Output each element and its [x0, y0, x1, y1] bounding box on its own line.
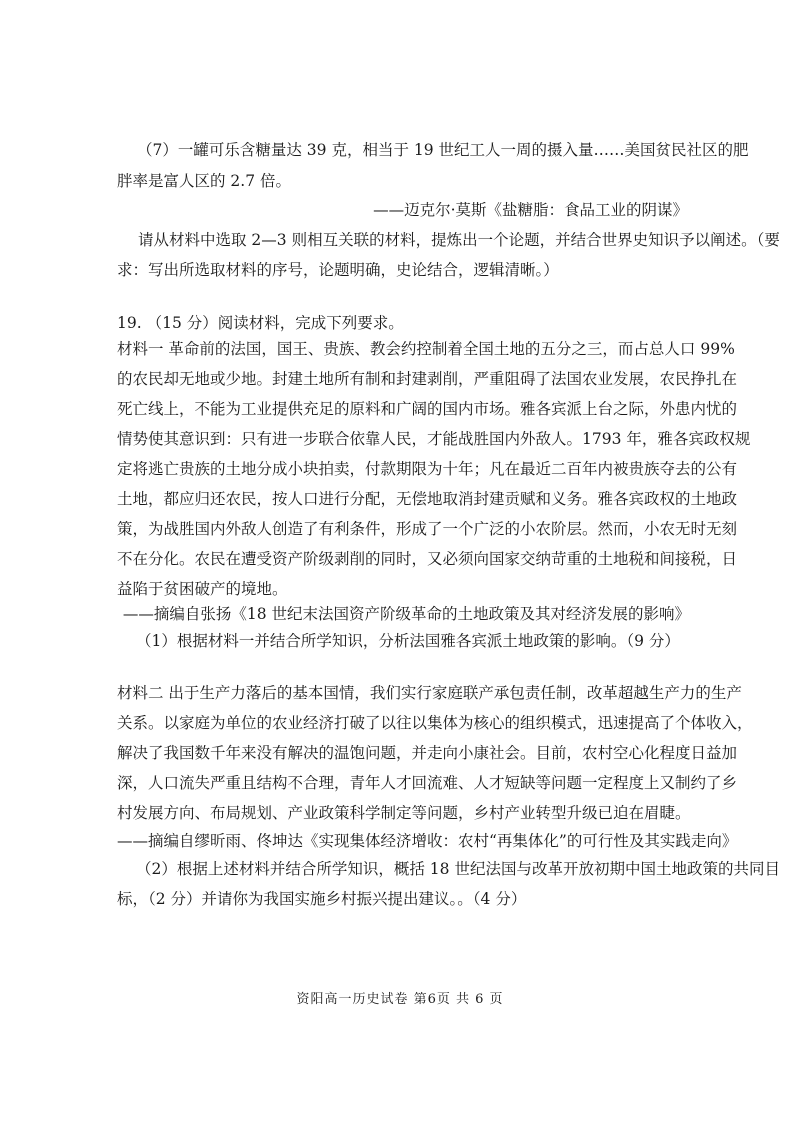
material1-line: 情势使其意识到：只有进一步联合依靠人民，才能战胜国内外敌人。1793 年，雅各宾政权规	[117, 430, 751, 448]
q19-header: 19. （15 分）阅读材料，完成下列要求。	[117, 314, 404, 332]
item7-source: ——迈克尔·莫斯《盐糖脂：食品工业的阴谋》	[373, 201, 688, 219]
q18-requirement-line2: 求：写出所选取材料的序号，论题明确，史论结合，逻辑清晰。）	[117, 261, 559, 279]
question2-line2: 标，（2 分）并请你为我国实施乡村振兴提出建议。。（4 分）	[117, 890, 527, 908]
material2-line: 材料二 出于生产力落后的基本国情，我们实行家庭联产承包责任制，改革超越生产力的生产	[117, 684, 742, 702]
item7-line1: （7）一罐可乐含糖量达 39 克，相当于 19 世纪工人一周的摄入量……美国贫民社区的肥	[137, 141, 749, 159]
q18-requirement-line1: 请从材料中选取 2—3 则相互关联的材料，提炼出一个论题，并结合世界史知识予以阐述。（要	[138, 231, 780, 249]
material2-line: 关系。以家庭为单位的农业经济打破了以往以集体为核心的组织模式，迅速提高了个体收入，	[117, 714, 753, 732]
item7-line2: 胖率是富人区的 2.7 倍。	[117, 172, 292, 190]
material1-line: 策，为战胜国内外敌人创造了有利条件，形成了一个广泛的小农阶层。然而，小农无时无刻	[117, 520, 738, 538]
material1-line: 的农民却无地或少地。封建土地所有制和封建剥削，严重阻碍了法国农业发展，农民挣扎在	[117, 370, 738, 388]
material1-line: 土地，都应归还农民，按人口进行分配，无偿地取消封建贡赋和义务。雅各宾政权的土地政	[117, 490, 738, 508]
material2-line: 深，人口流失严重且结构不合理，青年人才回流难、人才短缺等问题一定程度上又制约了乡	[117, 774, 738, 792]
material1-line: 益陷于贫困破产的境地。	[117, 580, 288, 598]
material1-line: 死亡线上，不能为工业提供充足的原料和广阔的国内市场。雅各宾派上台之际，外患内忧的	[117, 400, 738, 418]
material1-line: 不在分化。农民在遭受资产阶级剥削的同时，又必须向国家交纳苛重的土地税和间接税，日	[117, 550, 738, 568]
material2-line: 村发展方向、布局规划、产业政策科学制定等问题，乡村产业转型升级已迫在眉睫。	[117, 804, 691, 822]
question2-line1: （2）根据上述材料并结合所学知识，概括 18 世纪法国与改革开放初期中国土地政策的共同目	[136, 860, 780, 878]
material1-line: 材料一 革命前的法国，国王、贵族、教会约控制着全国土地的五分之三，而占总人口 99%	[117, 340, 735, 358]
page-footer: 资阳高一历史试卷 第6页 共 6 页	[296, 992, 504, 1007]
material1-source: ——摘编自张扬《18 世纪末法国资产阶级革命的土地政策及其对经济发展的影响》	[122, 605, 690, 623]
material2-source: ——摘编自缪昕雨、佟坤达《实现集体经济增收：农村“再集体化”的可行性及其实践走向》	[117, 832, 738, 850]
material2-line: 解决了我国数千年来没有解决的温饱问题，并走向小康社会。目前，农村空心化程度日益加	[117, 744, 738, 762]
material1-line: 定将逃亡贵族的土地分成小块拍卖，付款期限为十年；凡在最近二百年内被贵族夺去的公有	[117, 460, 738, 478]
question1: （1）根据材料一并结合所学知识，分析法国雅各宾派土地政策的影响。（9 分）	[136, 632, 680, 650]
